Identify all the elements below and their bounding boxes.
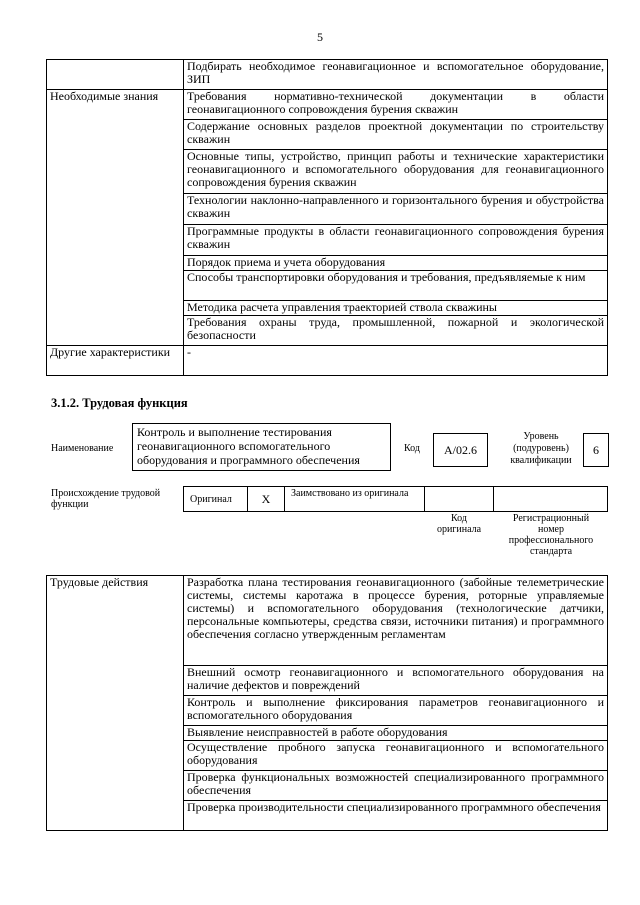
knowledge-item: Порядок приема и учета оборудования xyxy=(184,256,608,271)
origin-reg-cell xyxy=(493,486,608,512)
action-item: Внешний осмотр геонавигационного и вспомогательного оборудования на наличие дефектов и повреждений xyxy=(184,666,608,696)
origin-borrowed-cell xyxy=(284,486,425,512)
code-label: Код xyxy=(404,443,420,454)
knowledge-item: Способы транспортировки оборудования и требования, предъявляемые к ним xyxy=(184,271,608,301)
level-label: Уровень (подуровень) квалификации xyxy=(510,431,572,466)
origin-original-cell xyxy=(183,486,248,512)
action-item: Выявление неисправностей в работе оборудования xyxy=(184,726,608,741)
knowledge-item: Технологии наклонно-направленного и горизонтального бурения и обустройства скважин xyxy=(184,194,608,225)
other-characteristics-value: - xyxy=(184,346,608,376)
action-item: Контроль и выполнение фиксирования параметров геонавигационного и вспомогательного оборудования xyxy=(184,696,608,726)
origin-reg-caption: Регистрационный номер профессионального стандарта xyxy=(508,513,594,557)
origin-mark-cell xyxy=(247,486,285,512)
knowledge-label-empty-cell xyxy=(47,60,184,90)
section-title: 3.1.2. Трудовая функция xyxy=(51,396,188,410)
origin-mark: X xyxy=(261,492,271,506)
action-item: Проверка функциональных возможностей специализированного программного обеспечения xyxy=(184,771,608,801)
origin-code-cell xyxy=(424,486,494,512)
function-name-value: Контроль и выполнение тестирования геонавигационного вспомогательного оборудования и программного обеспечения xyxy=(137,425,360,467)
action-item: Разработка плана тестирования геонавигационного (забойные телеметрические системы, системы каротажа в процессе бурения, роторные управляемые системы) и вспомогательного оборудования (технологические датчики, персональные компьютеры, средства связи, источники питания) и программного обеспечения согласно утвержденным регламентам xyxy=(184,576,608,666)
knowledge-item: Требования охраны труда, промышленной, пожарной и экологической безопасности xyxy=(184,316,608,346)
knowledge-label: Необходимые знания xyxy=(47,90,184,346)
actions-label: Трудовые действия xyxy=(47,576,184,831)
knowledge-item: Программные продукты в области геонавигационного сопровождения бурения скважин xyxy=(184,225,608,256)
level-box xyxy=(583,433,609,467)
knowledge-item: Содержание основных разделов проектной документации по строительству скважин xyxy=(184,120,608,150)
action-item: Осуществление пробного запуска геонавигационного и вспомогательного оборудования xyxy=(184,741,608,771)
code-value: A/02.6 xyxy=(444,443,477,457)
function-name-box xyxy=(132,423,391,471)
actions-table xyxy=(46,575,608,831)
origin-original-label: Оригинал xyxy=(190,494,232,505)
other-characteristics-label: Другие характеристики xyxy=(47,346,184,376)
origin-label: Происхождение трудовой функции xyxy=(51,488,161,510)
level-value: 6 xyxy=(593,443,599,457)
knowledge-item: Методика расчета управления траекторией ствола скважины xyxy=(184,301,608,316)
origin-code-caption: Код оригинала xyxy=(436,513,482,535)
origin-borrowed-label: Заимствовано из оригинала xyxy=(291,488,409,499)
knowledge-item: Основные типы, устройство, принцип работы и технические характеристики геонавигационного и вспомогательного оборудования для геонавигационного сопровождения бурения скважин xyxy=(184,150,608,194)
table-row xyxy=(47,346,608,376)
action-item: Проверка производительности специализированного программного обеспечения xyxy=(184,801,608,831)
table-row xyxy=(47,576,608,666)
page-number: 5 xyxy=(317,30,323,44)
knowledge-item: Требования нормативно-технической документации в области геонавигационного сопровождения бурения скважин xyxy=(184,90,608,120)
code-box xyxy=(433,433,488,467)
table-row xyxy=(47,60,608,90)
skill-item: Подбирать необходимое геонавигационное и вспомогательное оборудование, ЗИП xyxy=(184,60,608,90)
name-label: Наименование xyxy=(51,443,114,454)
knowledge-table xyxy=(46,59,608,376)
table-row xyxy=(47,90,608,120)
